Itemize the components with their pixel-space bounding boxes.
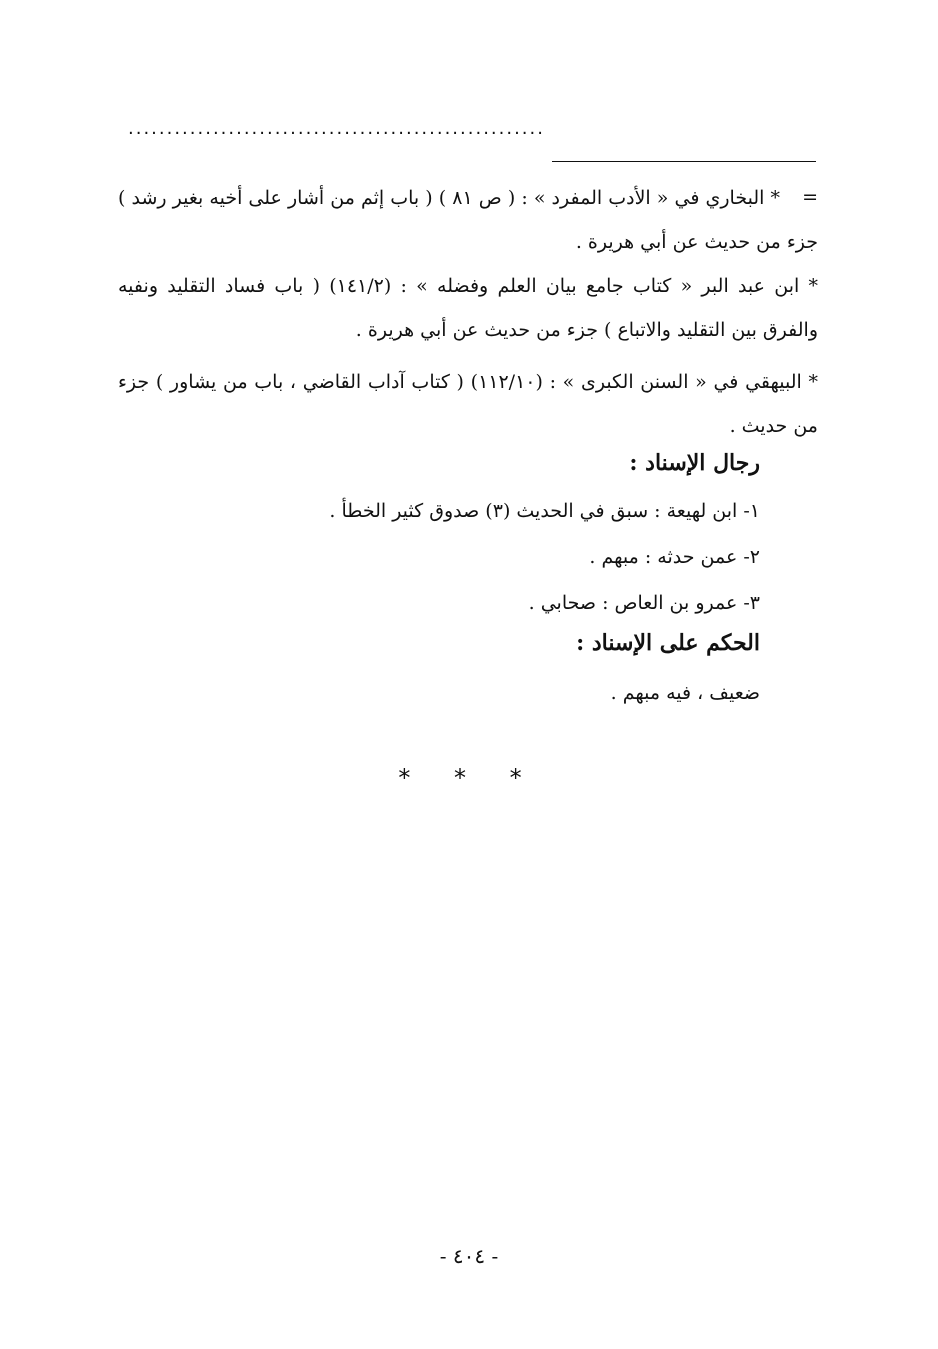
section-separator-stars: * * *	[398, 764, 540, 792]
footnote-item-bayhaqi: * البيهقي في « السنن الكبرى » : (١١٢/١٠) ( كتاب آداب القاضي ، باب من يشاور ) جزء من حديث .	[118, 371, 818, 437]
footnote-separator-rule	[552, 161, 816, 162]
footnote-item-ibn-abd-al-barr: * ابن عبد البر « كتاب جامع بيان العلم وفضله » : (١٤١/٢) ( باب فساد التقليد ونفيه والفرق بين التقليد والاتباع ) جزء من حديث عن أبي هريرة .	[118, 275, 818, 341]
continuation-marker: =	[802, 186, 818, 208]
page-number: - ٤٠٤ -	[439, 1244, 499, 1268]
footnote-item-bukhari: * البخاري في « الأدب المفرد » : ( ص ٨١ ) ( باب إثم من أشار على أخيه بغير رشد ) جزء من حديث عن أبي هريرة .	[118, 187, 818, 253]
dotted-leader-line: ......................................................	[128, 118, 545, 138]
narrator-item: ١- ابن لهيعة : سبق في الحديث (٣) صدوق كثير الخطأ .	[329, 500, 760, 522]
ruling-heading: الحكم على الإسناد :	[576, 630, 760, 656]
narrator-item: ٣- عمرو بن العاص : صحابي .	[528, 592, 760, 614]
ruling-text: ضعيف ، فيه مبهم .	[610, 682, 760, 704]
narrator-item: ٢- عمن حدثه : مبهم .	[589, 546, 760, 568]
narrators-heading: رجال الإسناد :	[629, 450, 760, 476]
